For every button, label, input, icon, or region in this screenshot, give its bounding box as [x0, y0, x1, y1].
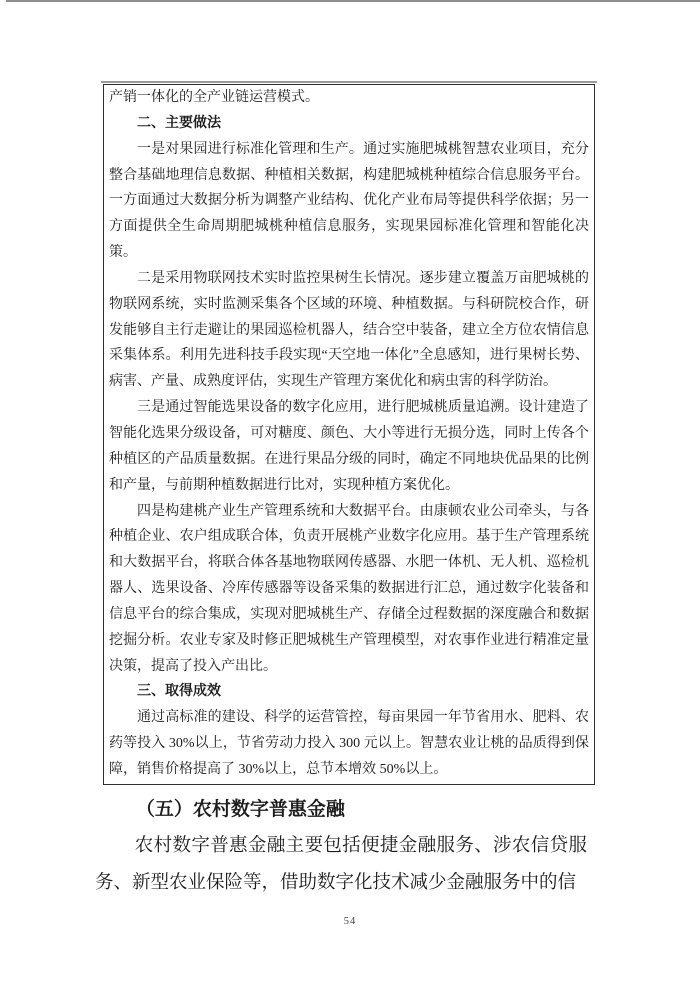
page-top-rule [6, 0, 700, 2]
practice-paragraph-1: 一是对果园进行标准化管理和生产。通过实施肥城桃智慧农业项目，充分整合基础地理信息数据、种植相关数据，构建肥城桃种植综合信息服务平台。一方面通过大数据分析为调整产业结构、优化产业布局等提供科学依据；另一方面提供全生命周期肥城桃种植信息服务，实现果园标准化管理和智能化决策。 [109, 141, 589, 261]
continued-paragraph: 产销一体化的全产业链运营模式。 [109, 90, 319, 105]
section-five [95, 791, 587, 902]
practice-paragraph-3: 三是通过智能选果设备的数字化应用，进行肥城桃质量追溯。设计建造了智能化选果分级设备，可对糖度、颜色、大小等进行无损分选，同时上传各个种植区的产品质量数据。在进行果品分级的同时，确定不同地块优品果的比例和产量，与前期种植数据进行比对，实现种植方案优化。 [109, 400, 589, 493]
heading-results: 三、取得成效 [137, 684, 221, 700]
practice-paragraph-4: 四是构建桃产业生产管理系统和大数据平台。由康顿农业公司牵头，与各种植企业、农户组成联合体，负责开展桃产业数字化应用。基于生产管理系统和大数据平台，将联合体各基地物联网传感器、水肥一体机、无人机、巡检机器人、选果设备、冷库传感器等设备采集的数据进行汇总，通过数字化装备和信息平台的综合集成，实现对肥城桃生产、存储全过程数据的深度融合和数据挖掘分析。农业专家及时修正肥城桃生产管理模型，对农事作业进行精准定量决策，提高了投入产出比。 [109, 503, 589, 674]
section-five-paragraph: 农村数字普惠金融主要包括便捷金融服务、涉农信贷服务、新型农业保险等，借助数字化技术减少金融服务中的信 [95, 836, 587, 893]
table-cell-border [103, 84, 595, 785]
table-continuation-rule [101, 81, 597, 83]
page-number: 54 [343, 916, 357, 927]
section-five-heading: （五）农村数字普惠金融 [135, 799, 345, 820]
practice-paragraph-2: 二是采用物联网技术实时监控果树生长情况。逐步建立覆盖万亩肥城桃的物联网系统，实时监测采集各个区域的环境、种植数据。与科研院校合作，研发能够自主行走避让的果园巡检机器人，结合空中装备，建立全方位农情信息采集体系。利用先进科技手段实现“天空地一体化”全息感知，进行果树长势、病害、产量、成熟度评估，实现生产管理方案优化和病虫害的科学防治。 [109, 270, 589, 390]
heading-main-practices: 二、主要做法 [137, 115, 221, 131]
results-paragraph: 通过高标准的建设、科学的运营管控，每亩果园一年节省用水、肥料、农药等投入 30%以上，节省劳动力投入 300 元以上。智慧农业让桃的品质得到保障，销售价格提高了 30%以上，总节本增效 50%以上。 [109, 710, 589, 777]
